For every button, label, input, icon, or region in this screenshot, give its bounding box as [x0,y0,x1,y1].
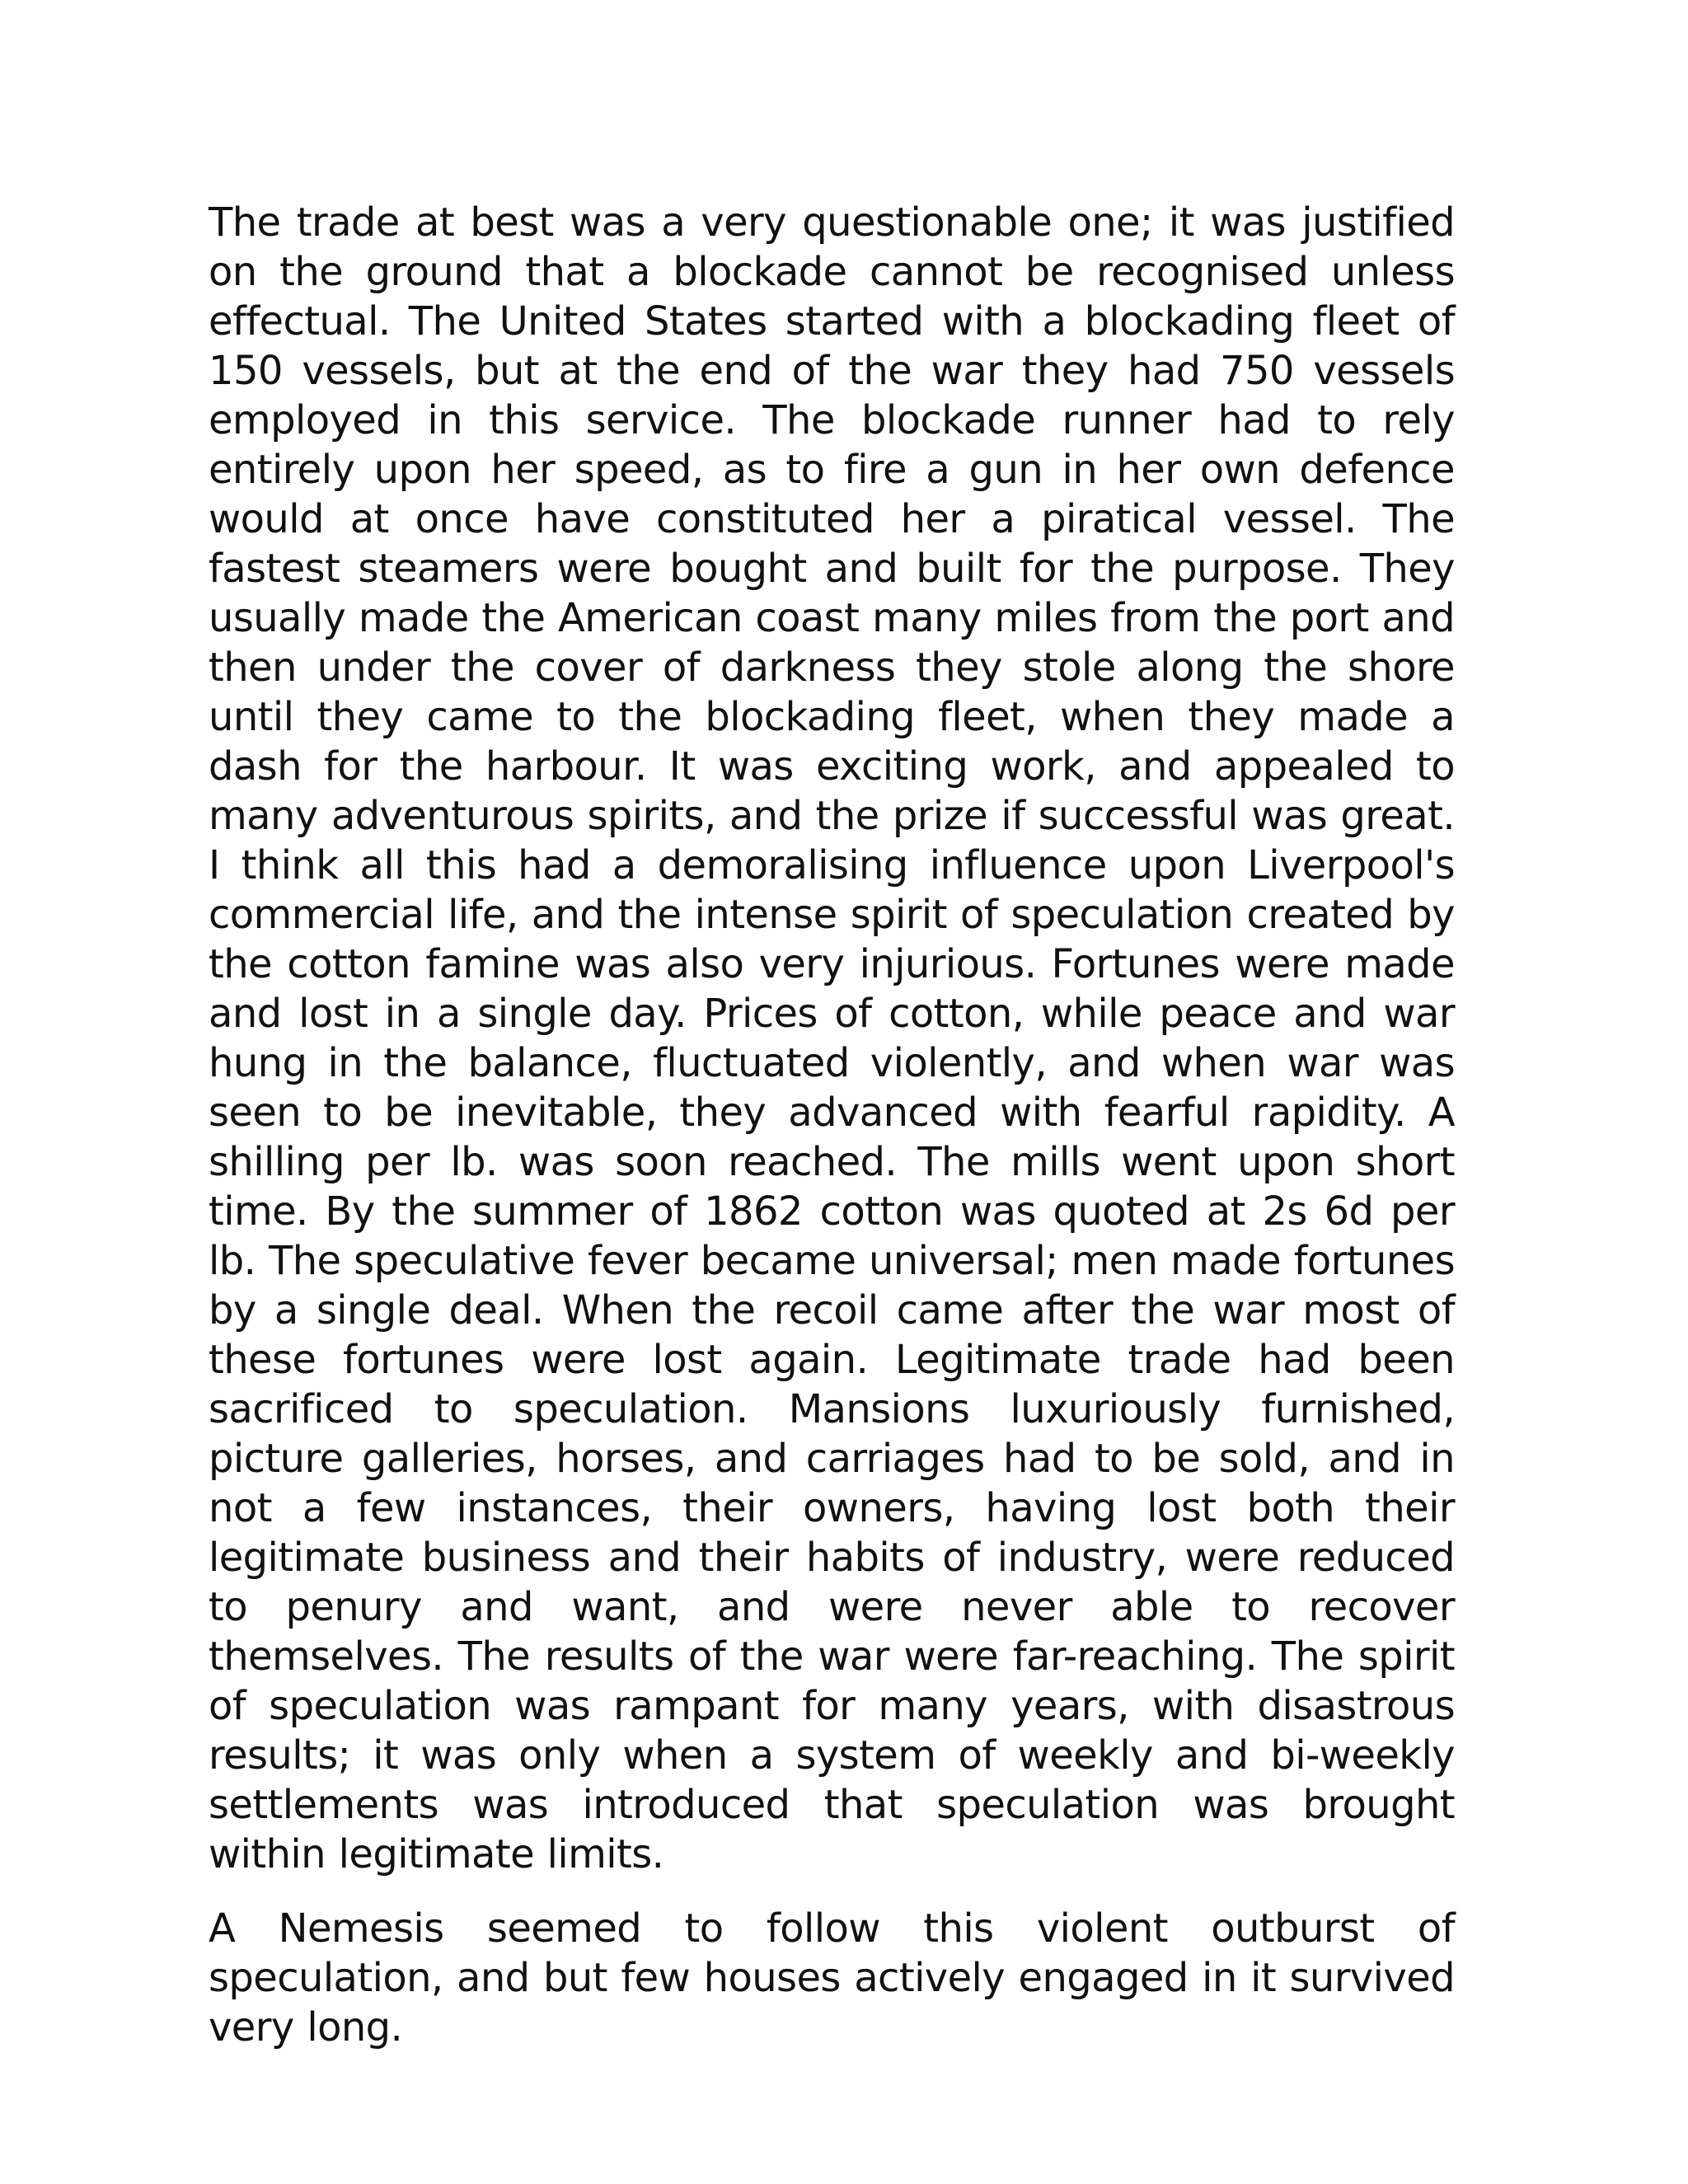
paragraph-2: A Nemesis seemed to follow this violent outburst of speculation, and but few houses actively engaged in it survived very long. [209,1905,1455,2050]
paragraph-1: The trade at best was a very questionable one; it was justified on the ground that a blockade cannot be recognised unless effectual. The United States started with a blockading fleet of 150 vessels, but at the end of the war they had 750 vessels employed in this service. The blockade runner had to rely entirely upon her speed, as to fire a gun in her own defence would at once have constituted her a piratical vessel. The fastest steamers were bought and built for the purpose. They usually made the American coast many miles from the port and then under the cover of darkness they stole along the shore until they came to the blockading fleet, when they made a dash for the harbour. It was exciting work, and appealed to many adventurous spirits, and the prize if successful was great. I think all this had a demoralising influence upon Liverpool's commercial life, and the intense spirit of speculation created by the cotton famine was also very injurious. Fortunes were made and lost in a single day. Prices of cotton, while peace and war hung in the balance, fluctuated violently, and when war was seen to be inevitable, they advanced with fearful rapidity. A shilling per lb. was soon reached. The mills went upon short time. By the summer of 1862 cotton was quoted at 2s 6d per lb. The speculative fever became universal; men made fortunes by a single deal. When the recoil came after the war most of these fortunes were lost again. Legitimate trade had been sacrificed to speculation. Mansions luxuriously furnished, picture galleries, horses, and carriages had to be sold, and in not a few instances, their owners, having lost both their legitimate business and their habits of industry, were reduced to penury and want, and were never able to recover themselves. The results of the war were far-reaching. The spirit of speculation was rampant for many years, with disastrous results; it was only when a system of weekly and bi-weekly settlements was introduced that speculation was brought within legitimate limits. [209,199,1455,1877]
body-text [209,198,1455,2052]
